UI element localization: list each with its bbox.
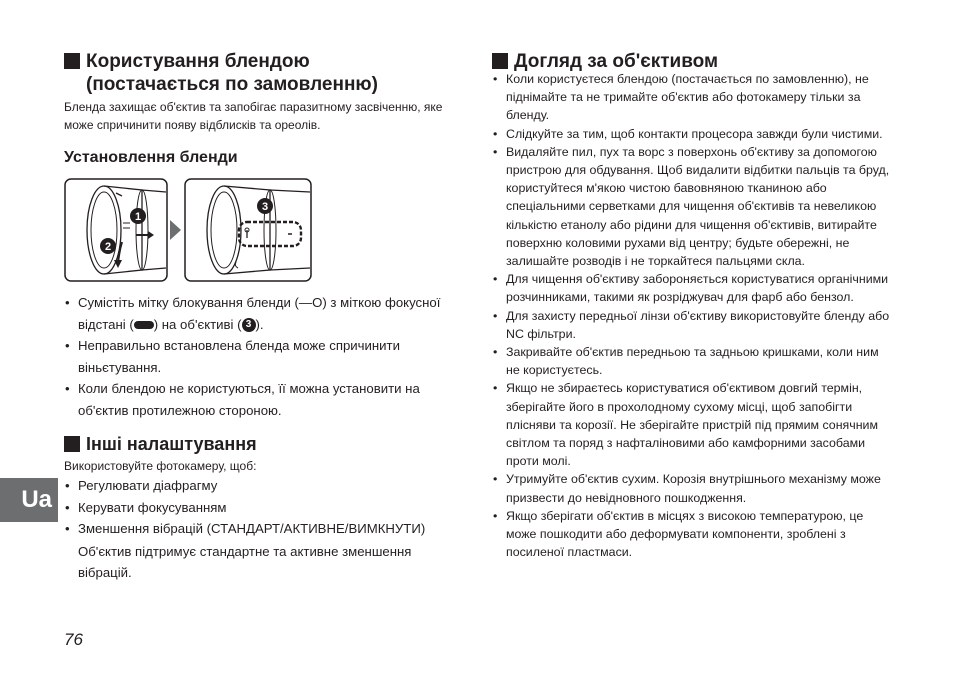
other-settings-intro: Використовуйте фотокамеру, щоб: — [64, 459, 257, 473]
hood-attach-figure — [64, 178, 312, 282]
language-tab: Ua — [0, 478, 58, 522]
heading-square-icon — [64, 53, 80, 69]
list-item: • Сумістіть мітку блокування бленди (—O) з міткою фокусної відстані ( ) на об'єктиві ( 3 ). — [64, 292, 464, 335]
list-item: • Коли користуєтеся блендою (постачається по замовленню), не піднімайте та не тримайте об'єктив або фотокамеру тільки за бленду. — [492, 70, 892, 125]
list-item: • Для чищення об'єктиву забороняється користуватися органічними розчинниками, такими як розріджувач для фарб або бензол. — [492, 270, 892, 306]
list-item: • Регулювати діафрагму — [64, 475, 464, 497]
hood-section-title: Користування блендою (постачається по замовленню) — [64, 50, 464, 96]
other-settings-title: Інші налаштування — [64, 433, 464, 456]
list-item: • Керувати фокусуванням — [64, 497, 464, 519]
list-item: • Неправильно встановлена бленда може спричинити віньєтування. — [64, 335, 464, 378]
list-item: • Для захисту передньої лінзи об'єктиву використовуйте бленду або NC фільтри. — [492, 307, 892, 343]
left-column — [64, 50, 464, 584]
right-column — [492, 50, 892, 561]
list-item: • Якщо не збираєтесь користуватися об'єктивом довгий термін, зберігайте його в прохолодному сухому місці, щоб запобігти плісняви та корозії. Не зберігайте пристрій під прямим сонячним світлом та поряд з нафталіновими або камфорними засобами проти молі. — [492, 379, 892, 470]
callout-3-inline-icon: 3 — [242, 318, 256, 332]
list-item: • Якщо зберігати об'єктив в місцях з високою температурою, це може пошкодити або деформувати компоненти, зроблені з посиленої пластмаси. — [492, 507, 892, 562]
hood-bullets — [64, 292, 464, 421]
heading-square-icon — [492, 53, 508, 69]
list-item: • Утримуйте об'єктив сухим. Корозія внутрішнього механізму може призвести до невідновного пошкодження. — [492, 470, 892, 506]
other-settings-bullets — [64, 475, 464, 540]
page-number: 76 — [64, 630, 83, 649]
focal-length-mark-icon — [134, 321, 154, 329]
callout-1-label: 1 — [134, 211, 142, 223]
list-item: • Закривайте об'єктив передньою та задньою кришками, коли ним не користуєтесь. — [492, 343, 892, 379]
list-item: • Зменшення вібрацій (СТАНДАРТ/АКТИВНЕ/ВИМКНУТИ) — [64, 518, 464, 540]
hood-intro: Бленда захищає об'єктив та запобігає паразитному засвіченню, яке може спричинити появу відблисків та ореолів. — [64, 100, 443, 132]
list-item: • Коли блендою не користуються, її можна установити на об'єктив протилежною стороною. — [64, 378, 464, 421]
vr-note: Об'єктив підтримує стандартне та активне зменшення вібрацій. — [78, 543, 412, 580]
next-step-arrow-icon — [170, 220, 181, 240]
list-item: • Видаляйте пил, пух та ворс з поверхонь об'єктиву за допомогою пристрою для обдування. Щоб видалити відбитки пальців та бруд, користуйтеся м'якою чистою бавовняною тканиною або спеціальними серветками для чищення об'єктивів та невеликою кількістю етанолу або рідини для чищення об'єктивів, витирайте поверхню коловими рухами від центру; будьте обережні, не залишайте розводів і не торкайтеся пальцями скла. — [492, 143, 892, 270]
hood-diagram — [64, 178, 312, 282]
lens-care-title: Догляд за об'єктивом — [492, 50, 892, 73]
list-item: • Слідкуйте за тим, щоб контакти процесора завжди були чистими. — [492, 125, 892, 143]
callout-3-label: 3 — [261, 201, 269, 213]
heading-square-icon — [64, 436, 80, 452]
hood-attach-subheading: Установлення бленди — [64, 149, 238, 166]
hood-lock-mark-icon: —O — [298, 295, 323, 310]
callout-2-label: 2 — [104, 241, 112, 253]
lens-care-bullets — [492, 70, 892, 561]
